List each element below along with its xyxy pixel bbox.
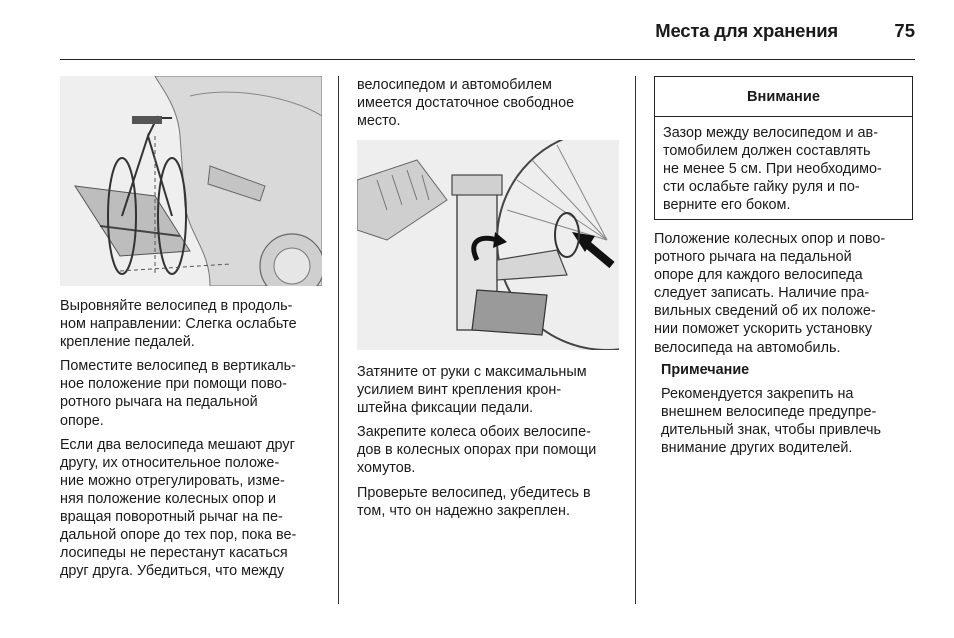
pedal-bracket-tightening-illustration (357, 140, 619, 350)
column-divider-1 (338, 76, 339, 604)
note-block (661, 361, 916, 463)
header-divider (60, 59, 915, 60)
warning-title: Внимание (747, 89, 820, 105)
paragraph: Закрепите колеса обоих велосипе- дов в колесных опорах при помощи хомутов. (357, 424, 597, 477)
warning-text: Зазор между велосипедом и ав- томобилем должен составлять не менее 5 см. При необходимо- сти ослабьте гайку руля и по- верните его боком. (663, 125, 882, 214)
page-number: 75 (894, 20, 915, 41)
paragraph: Затяните от руки с максимальным усилием винт крепления крон- штейна фиксации педали. (357, 364, 587, 417)
note-text: Рекомендуется закрепить на внешнем велосипеде предупре- дительный знак, чтобы привлечь внимание других водителей. (661, 386, 882, 457)
paragraph: Если два велосипеда мешают друг другу, их относительное положе- ние можно отрегулировать, изме- няя положение колесных опор и вращая поворотный рычаг на пе- дальной опоре до тех пор, пока ве- лосипеды не перестанут касаться друг друга. Убедиться, что между (60, 436, 297, 580)
column-1-text (60, 297, 330, 586)
bicycle-on-rear-carrier-illustration (60, 76, 322, 286)
paragraph: Выровняйте велосипед в продоль- ном направлении: Слегка ослабьте крепление педалей. (60, 298, 297, 351)
column-divider-2 (635, 76, 636, 604)
column-2-intro (357, 76, 627, 136)
warning-divider (655, 116, 912, 117)
column-3-text (654, 230, 916, 363)
paragraph: Поместите велосипед в вертикаль- ное положение при помощи пово- ротного рычага на педальной опоре. (60, 358, 296, 429)
paragraph: велосипедом и автомобилем имеется достаточное свободное место. (357, 77, 575, 130)
warning-box (654, 76, 913, 220)
section-title: Места для хранения (655, 20, 838, 41)
column-2-text (357, 363, 627, 526)
paragraph: Проверьте велосипед, убедитесь в том, что он надежно закреплен. (357, 484, 591, 519)
note-title: Примечание (661, 362, 750, 378)
paragraph: Положение колесных опор и пово- ротного рычага на педальной опоре для каждого велосипеда следует записать. Наличие пра- вильных сведений об их положе- нии поможет ускорить установку велосипеда на автомобиль. (654, 231, 886, 356)
